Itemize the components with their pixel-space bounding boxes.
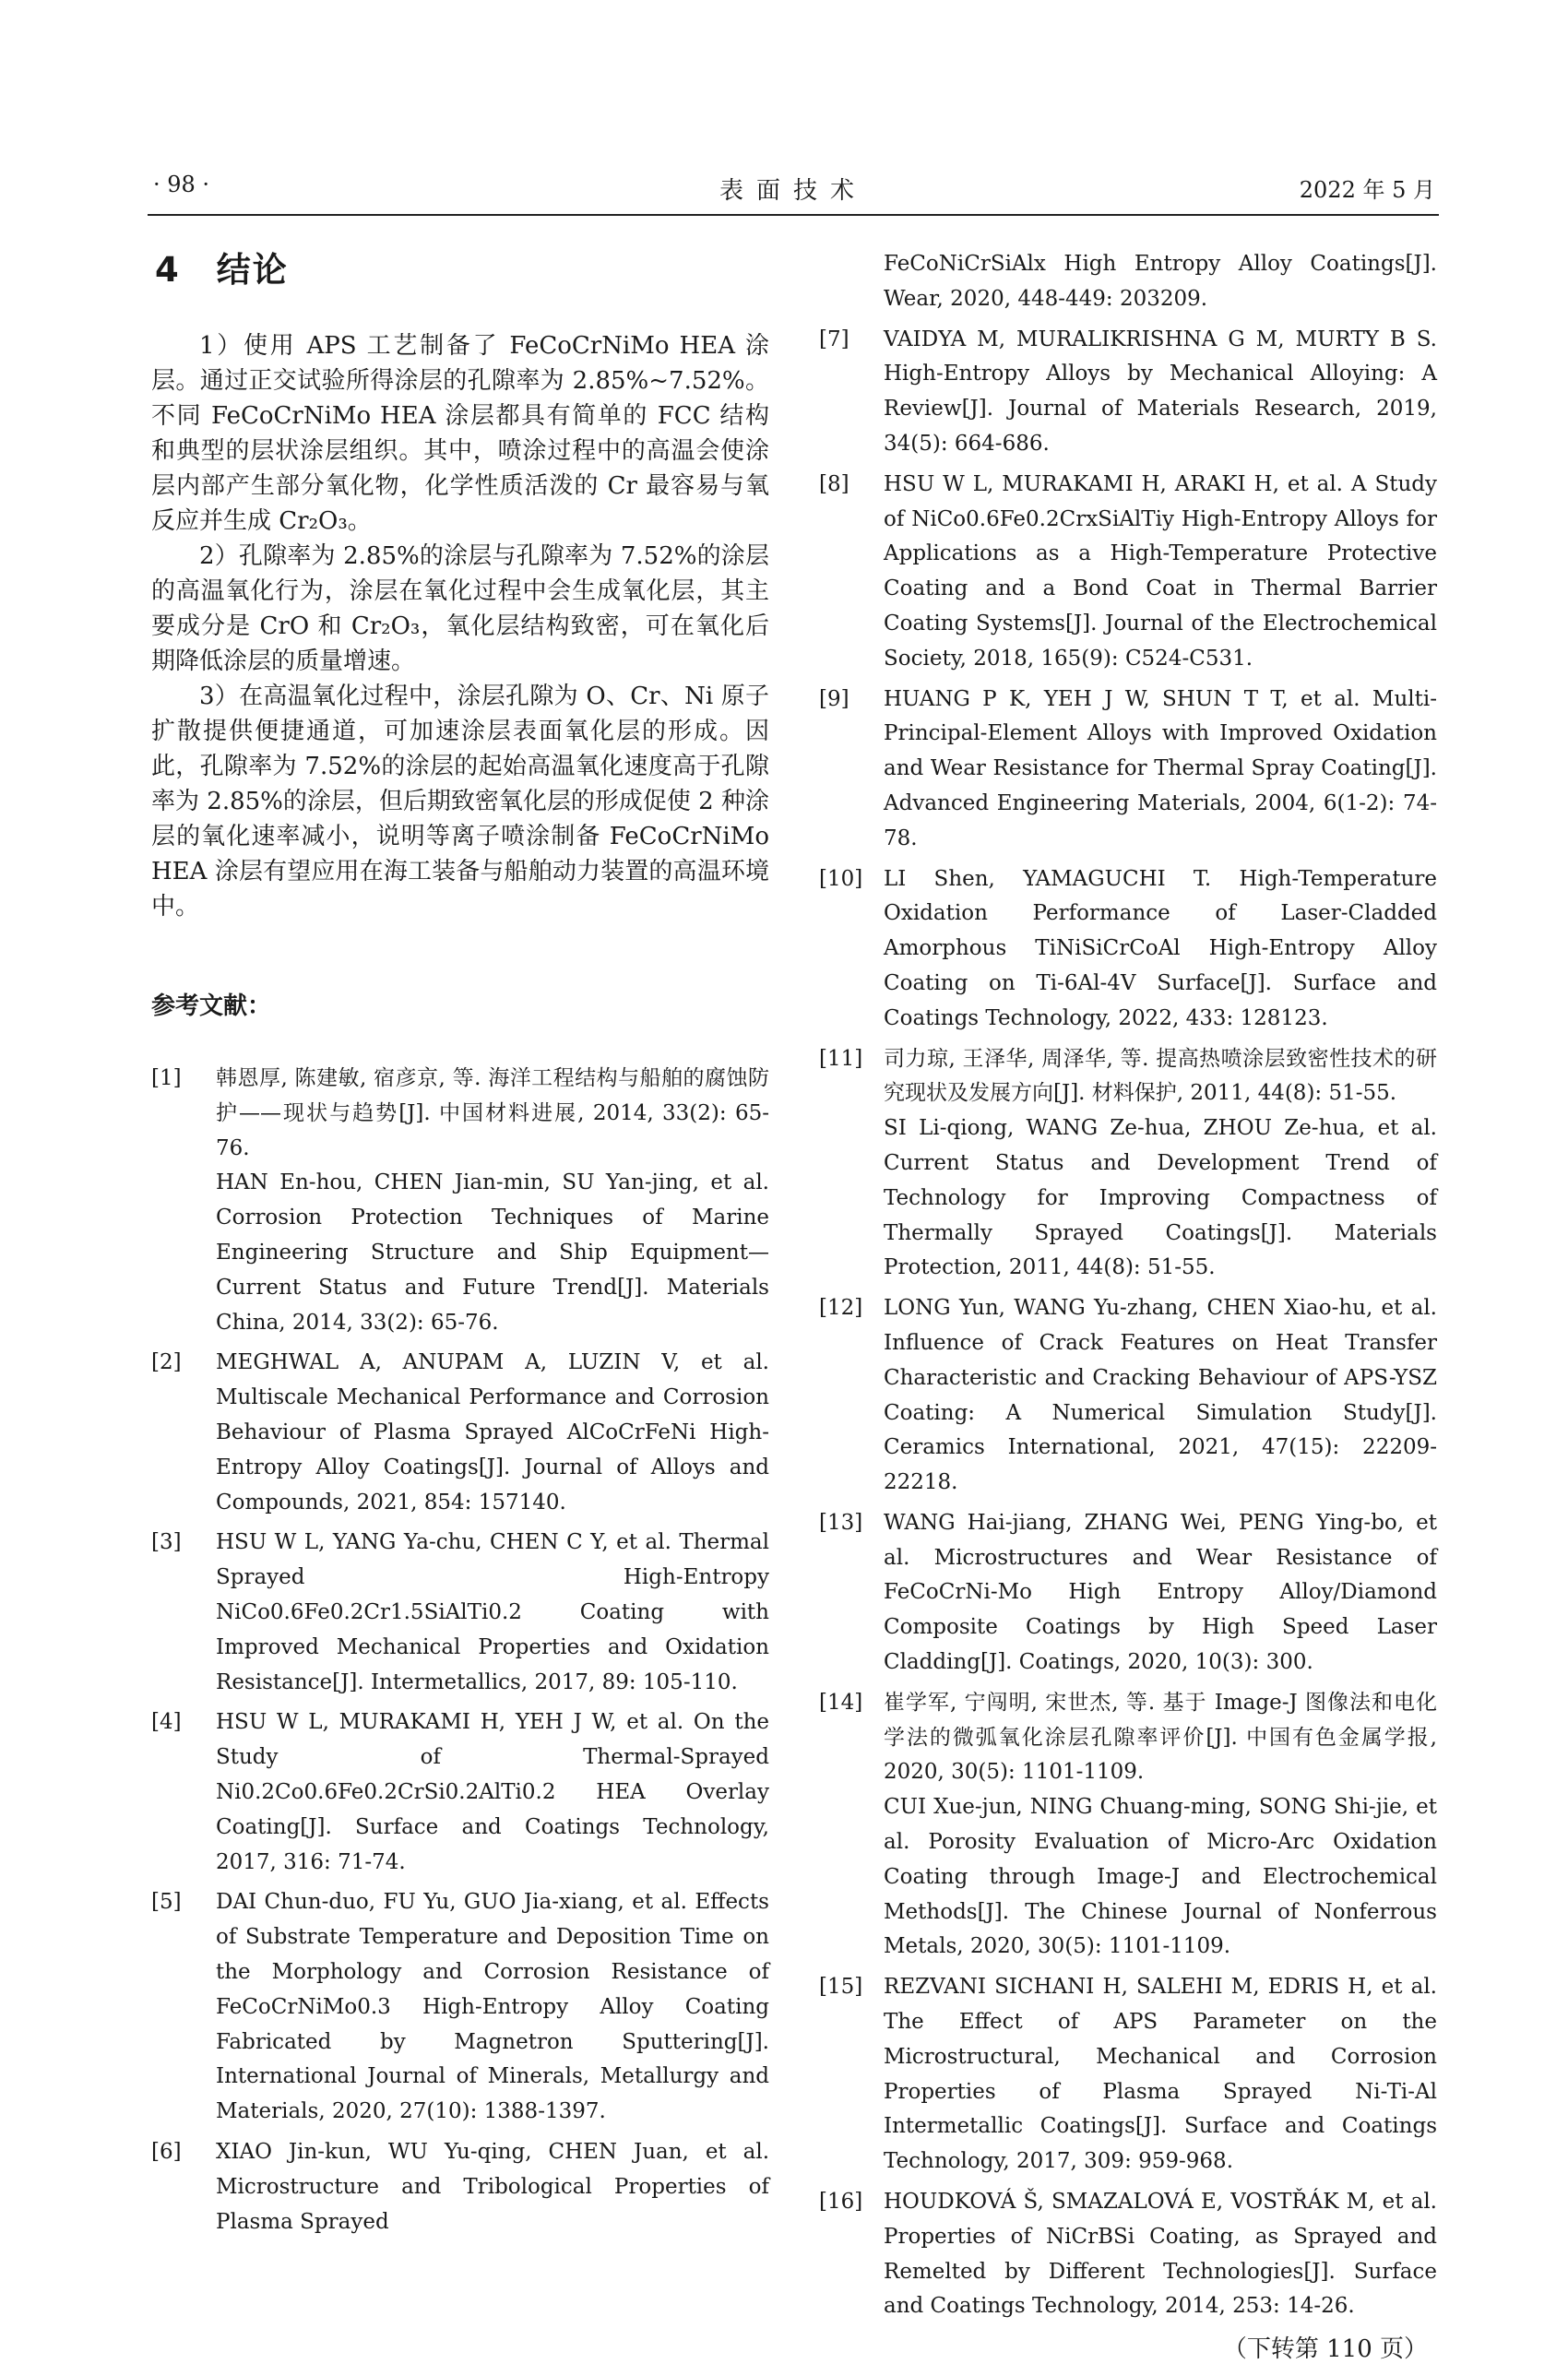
reference-item <box>819 683 1437 857</box>
reference-number: [9] <box>819 686 849 711</box>
reference-number: [12] <box>819 1296 863 1321</box>
reference-number: [1] <box>151 1066 182 1090</box>
reference-text: WANG Hai-jiang, ZHANG Wei, PENG Ying-bo, et al. Microstructures and Wear Resistance of FeCoCrNi-Mo High Entropy Alloy/Diamond Composite Coatings by High Speed Laser Cladding[J]. Coatings, 2020, 10(3): 300. <box>884 1510 1437 1675</box>
reference-text: HSU W L, MURAKAMI H, ARAKI H, et al. A Study of NiCo0.6Fe0.2CrxSiAlTiy High-Entropy Alloys for Applications as a High-Temperature Protective Coating and a Bond Coat in Thermal Barrier Coating Systems[J]. Journal of the Electrochemical Society, 2018, 165(9): C524-C531. <box>884 471 1437 671</box>
reference-text: XIAO Jin-kun, WU Yu-qing, CHEN Juan, et al. Microstructure and Tribological Properties of Plasma Sprayed <box>216 2139 769 2234</box>
reference-number: [4] <box>151 1710 182 1735</box>
reference-number: [6] <box>151 2139 182 2164</box>
reference-text: LI Shen, YAMAGUCHI T. High-Temperature Oxidation Performance of Laser-Cladded Amorphous TiNiSiCrCoAl High-Entropy Alloy Coating on Ti-6Al-4V Surface[J]. Surface and Coatings Technology, 2022, 433: 128123. <box>884 866 1437 1030</box>
reference-item <box>151 2135 769 2239</box>
issue-date: 2022 年 5 月 <box>1299 177 1435 203</box>
reference-item <box>819 2185 1437 2324</box>
reference-item <box>819 247 1437 317</box>
reference-item <box>819 1970 1437 2180</box>
reference-text: REZVANI SICHANI H, SALEHI M, EDRIS H, et al. The Effect of APS Parameter on the Microstructural, Mechanical and Corrosion Properties of Plasma Sprayed Ni-Ti-Al Intermetallic Coatings[J]. Surface and Coatings Technology, 2017, 309: 959-968. <box>884 1975 1437 2174</box>
reference-text: HOUDKOVÁ Š, SMAZALOVÁ E, VOSTŘÁK M, et al. Properties of NiCrBSi Coating, as Sprayed and Remelted by Different Technologies[J]. Surface and Coatings Technology, 2014, 253: 14-26. <box>884 2190 1437 2319</box>
reference-item <box>151 1062 769 1340</box>
reference-item <box>151 1705 769 1880</box>
conclusion-paragraph-1: 1）使用 APS 工艺制备了 FeCoCrNiMo HEA 涂层。通过正交试验所得涂层的孔隙率为 2.85%~7.52%。不同 FeCoCrNiMo HEA 涂层都具有简单的 FCC 结构和典型的层状涂层组织。其中，喷涂过程中的高温会使涂层内部产生部分氧化物，化学性质活泼的 Cr 最容易与氧反应并生成 Cr₂O₃。 <box>151 332 769 535</box>
reference-text: VAIDYA M, MURALIKRISHNA G M, MURTY B S. High-Entropy Alloys by Mechanical Alloying: A Review[J]. Journal of Materials Research, 2019, 34(5): 664-686. <box>884 327 1437 456</box>
reference-text: DAI Chun-duo, FU Yu, GUO Jia-xiang, et al. Effects of Substrate Temperature and Deposition Time on the Morphology and Corrosion Resistance of FeCoCrNiMo0.3 High-Entropy Alloy Coating Fabricated by Magnetron Sputtering[J]. International Journal of Minerals, Metallurgy and Materials, 2020, 27(10): 1388-1397. <box>216 1890 769 2124</box>
reference-text: 韩恩厚, 陈建敏, 宿彦京, 等. 海洋工程结构与船舶的腐蚀防护——现状与趋势[J]. 中国材料进展, 2014, 33(2): 65-76. <box>216 1066 769 1160</box>
section-title: 4 结论 <box>155 250 289 290</box>
reference-number: [10] <box>819 866 863 891</box>
reference-text: HUANG P K, YEH J W, SHUN T T, et al. Multi-Principal-Element Alloys with Improved Oxidation and Wear Resistance for Thermal Spray Coating[J]. Advanced Engineering Materials, 2004, 6(1-2): 74-78. <box>884 686 1437 850</box>
reference-item <box>819 468 1437 677</box>
reference-text: 崔学军, 宁闯明, 宋世杰, 等. 基于 Image-J 图像法和电化学法的微弧氧化涂层孔隙率评价[J]. 中国有色金属学报, 2020, 30(5): 1101-1109. <box>884 1690 1437 1785</box>
reference-item <box>819 862 1437 1037</box>
reference-number: [13] <box>819 1510 863 1535</box>
reference-item <box>151 1885 769 2130</box>
reference-number: [3] <box>151 1530 182 1555</box>
right-column <box>819 247 1437 2364</box>
reference-item <box>819 323 1437 462</box>
conclusion-paragraph-2: 2）孔隙率为 2.85%的涂层与孔隙率为 7.52%的涂层的高温氧化行为，涂层在氧化过程中会生成氧化层，其主要成分是 CrO 和 Cr₂O₃，氧化层结构致密，可在氧化后期降低涂层的质量增速。 <box>151 542 769 675</box>
reference-number: [14] <box>819 1690 863 1715</box>
reference-item <box>819 1042 1437 1287</box>
page-header <box>148 172 1439 216</box>
reference-number: [2] <box>151 1350 182 1375</box>
reference-number: [16] <box>819 2190 863 2215</box>
reference-item <box>151 1526 769 1700</box>
reference-number: [8] <box>819 471 849 496</box>
reference-number: [15] <box>819 1975 863 2000</box>
continued-note: （下转第 110 页） <box>1222 2335 1428 2364</box>
conclusion-paragraph-3: 3）在高温氧化过程中，涂层孔隙为 O、Cr、Ni 原子扩散提供便捷通道，可加速涂层表面氧化层的形成。因此，孔隙率为 7.52%的涂层的起始高温氧化速度高于孔隙率为 2.85%的涂层，但后期致密氧化层的形成促使 2 种涂层的氧化速率减小，说明等离子喷涂制备 FeCoCrNiMo HEA 涂层有望应用在海工装备与船舶动力装置的高温环境中。 <box>151 683 769 921</box>
reference-translation: SI Li-qiong, WANG Ze-hua, ZHOU Ze-hua, et al. Current Status and Development Trend of Technology for Improving Compactness of Thermally Sprayed Coatings[J]. Materials Protection, 2011, 44(8): 51-55. <box>884 1116 1437 1280</box>
references-heading: 参考文献： <box>151 992 272 1020</box>
journal-title: 表面技术 <box>719 177 867 205</box>
reference-translation: CUI Xue-jun, NING Chuang-ming, SONG Shi-jie, et al. Porosity Evaluation of Micro-Arc Oxidation Coating through Image-J and Electrochemical Methods[J]. The Chinese Journal of Nonferrous Metals, 2020, 30(5): 1101-1109. <box>884 1795 1437 1959</box>
left-column <box>151 242 769 2245</box>
reference-text: HSU W L, YANG Ya-chu, CHEN C Y, et al. Thermal Sprayed High-Entropy NiCo0.6Fe0.2Cr1.5SiAlTi0.2 Coating with Improved Mechanical Properties and Oxidation Resistance[J]. Intermetallics, 2017, 89: 105-110. <box>216 1530 769 1694</box>
reference-list-right <box>819 247 1437 2324</box>
reference-item <box>819 1291 1437 1501</box>
reference-text: HSU W L, MURAKAMI H, YEH J W, et al. On the Study of Thermal-Sprayed Ni0.2Co0.6Fe0.2CrSi0.2AlTi0.2 HEA Overlay Coating[J]. Surface and Coatings Technology, 2017, 316: 71-74. <box>216 1710 769 1874</box>
reference-text: FeCoNiCrSiAlx High Entropy Alloy Coatings[J]. Wear, 2020, 448-449: 203209. <box>884 252 1437 311</box>
reference-number: [7] <box>819 327 849 351</box>
header-rule <box>148 214 1439 216</box>
reference-item <box>151 1346 769 1520</box>
reference-text: MEGHWAL A, ANUPAM A, LUZIN V, et al. Multiscale Mechanical Performance and Corrosion Behaviour of Plasma Sprayed AlCoCrFeNi High-Entropy Alloy Coatings[J]. Journal of Alloys and Compounds, 2021, 854: 157140. <box>216 1350 769 1515</box>
reference-text: LONG Yun, WANG Yu-zhang, CHEN Xiao-hu, et al. Influence of Crack Features on Heat Transfer Characteristic and Cracking Behaviour of APS-YSZ Coating: A Numerical Simulation Study[J]. Ceramics International, 2021, 47(15): 22209-22218. <box>884 1296 1437 1495</box>
reference-item <box>819 1686 1437 1965</box>
reference-list-left <box>151 1062 769 2239</box>
reference-text: 司力琼, 王泽华, 周泽华, 等. 提高热喷涂层致密性技术的研究现状及发展方向[J]. 材料保护, 2011, 44(8): 51-55. <box>884 1046 1437 1106</box>
reference-item <box>819 1506 1437 1681</box>
reference-number: [11] <box>819 1046 863 1071</box>
page-number: · 98 · <box>153 172 210 197</box>
reference-number: [5] <box>151 1890 182 1915</box>
reference-translation: HAN En-hou, CHEN Jian-min, SU Yan-jing, et al. Corrosion Protection Techniques of Marine Engineering Structure and Ship Equipment—Current Status and Future Trend[J]. Materials China, 2014, 33(2): 65-76. <box>216 1170 769 1335</box>
